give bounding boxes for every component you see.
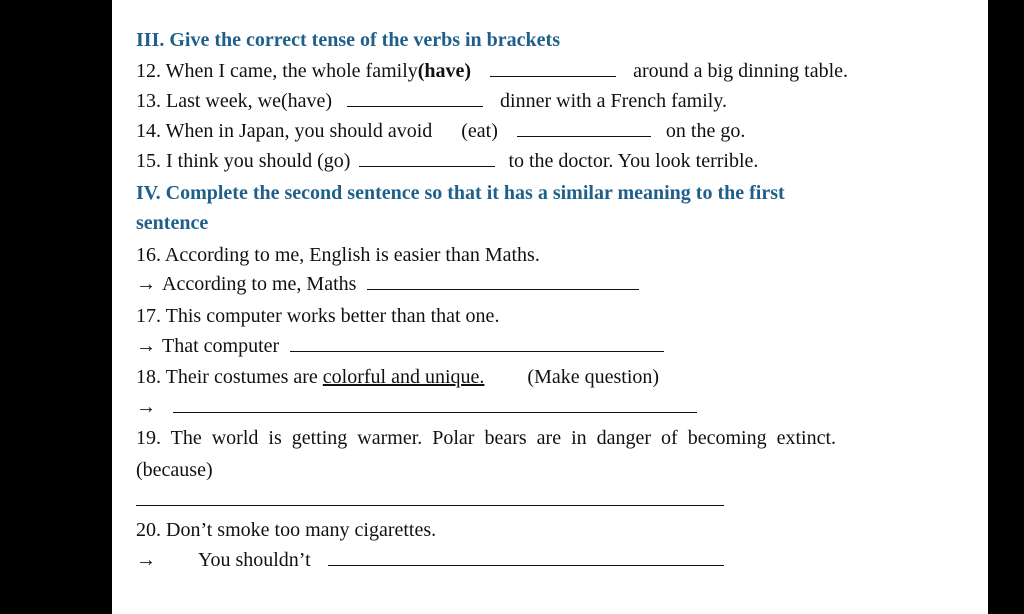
a20-answer-blank[interactable] xyxy=(328,548,724,566)
q13-answer-blank[interactable] xyxy=(347,89,483,107)
question-16: 16. According to me, English is easier than Maths. xyxy=(136,244,540,266)
arrow-icon: → xyxy=(136,549,156,571)
q18-text: 18. Their costumes are xyxy=(136,366,323,388)
question-13 xyxy=(136,89,727,113)
a17-answer-blank[interactable] xyxy=(290,334,664,352)
answer-17 xyxy=(136,334,664,358)
section-3-heading: III. Give the correct tense of the verbs in brackets xyxy=(136,29,560,51)
a16-text: According to me, Maths xyxy=(162,273,357,295)
q13-text-end: dinner with a French family. xyxy=(500,90,728,112)
section-4-heading: IV. Complete the second sentence so that it has a similar meaning to the first xyxy=(136,182,785,204)
a18-answer-blank[interactable] xyxy=(173,395,697,413)
question-12 xyxy=(136,59,848,83)
q14-verb: (eat) xyxy=(461,120,498,142)
answer-16 xyxy=(136,272,639,296)
question-20: 20. Don’t smoke too many cigarettes. xyxy=(136,519,437,541)
q18-instruction: (Make question) xyxy=(527,366,660,388)
question-15 xyxy=(136,149,758,173)
q15-text: 15. I think you should (go) xyxy=(136,150,351,172)
arrow-icon: → xyxy=(136,396,156,418)
q18-underlined: colorful and unique. xyxy=(322,366,485,388)
q12-verb: (have) xyxy=(417,60,472,82)
q14-answer-blank[interactable] xyxy=(517,119,651,137)
question-17: 17. This computer works better than that one. xyxy=(136,305,500,327)
question-19: 19. The world is getting warmer. Polar bears are in danger of becoming extinct. xyxy=(136,427,836,449)
worksheet-page xyxy=(112,0,988,614)
section-4-heading-cont: sentence xyxy=(136,212,209,234)
answer-19 xyxy=(136,488,724,512)
question-19-hint: (because) xyxy=(136,459,213,481)
q12-text: 12. When I came, the whole family xyxy=(136,60,418,82)
q15-answer-blank[interactable] xyxy=(359,149,495,167)
question-18 xyxy=(136,365,659,389)
q14-text-end: on the go. xyxy=(665,120,746,142)
arrow-icon: → xyxy=(136,273,156,295)
q13-text: 13. Last week, we(have) xyxy=(136,90,333,112)
arrow-icon: → xyxy=(136,335,156,357)
answer-20 xyxy=(136,548,724,572)
q12-text-end: around a big dinning table. xyxy=(633,60,849,82)
q12-answer-blank[interactable] xyxy=(490,59,616,77)
a17-text: That computer xyxy=(162,335,280,357)
a19-answer-blank[interactable] xyxy=(136,488,724,506)
a20-text: You shouldn’t xyxy=(198,549,311,571)
a16-answer-blank[interactable] xyxy=(367,272,639,290)
answer-18 xyxy=(136,395,697,419)
question-14 xyxy=(136,119,745,143)
q15-text-end: to the doctor. You look terrible. xyxy=(508,150,759,172)
q14-text: 14. When in Japan, you should avoid xyxy=(136,120,433,142)
